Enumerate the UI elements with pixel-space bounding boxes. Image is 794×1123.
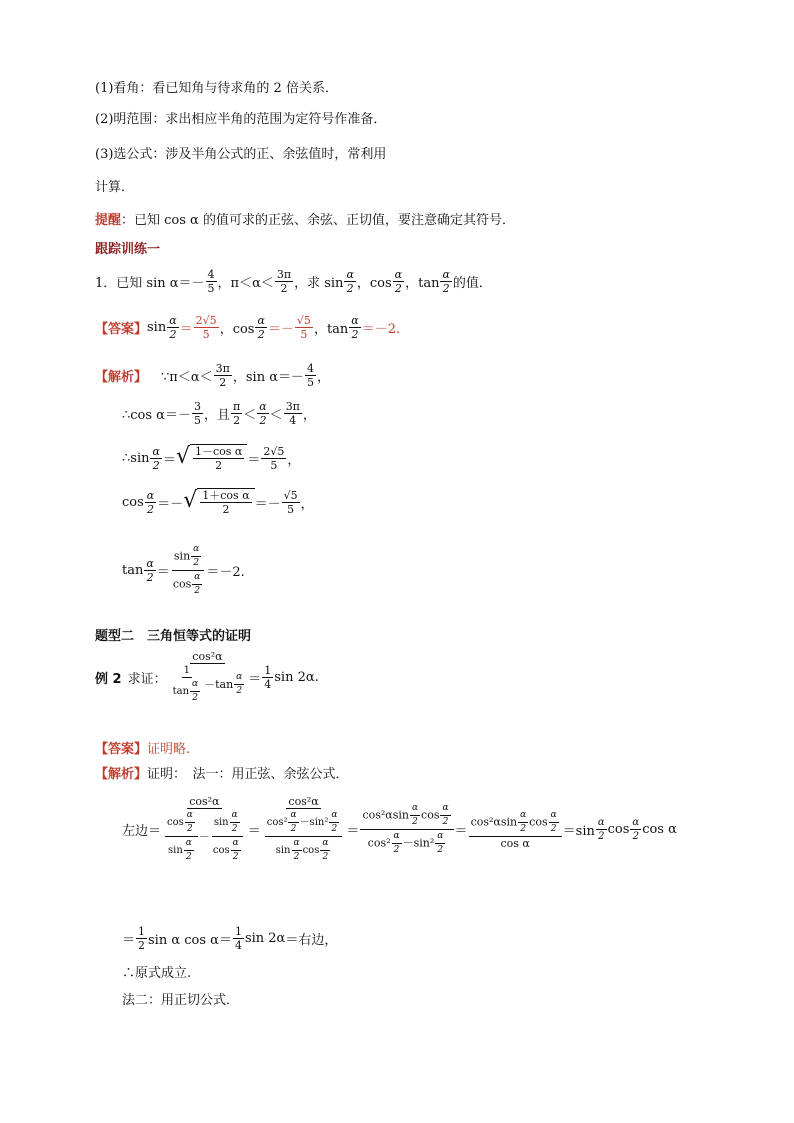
method-2: 法二：用正切公式．: [122, 993, 240, 1008]
analysis-2: 【解析】证明： 法一：用正弦、余弦公式．: [95, 767, 349, 782]
analysis-1-line-3: ∴sin $\frac{\alpha}{2}$ ＝ √ $\frac{\text{1－cos α}}{2}$ ＝ $\frac{2√5}{5}$ ，: [122, 444, 301, 472]
step-2: (2)明范围：求出相应半角的范围为定符号作准备．: [95, 112, 387, 127]
answer-2: 【答案】证明略.: [95, 742, 191, 757]
section-2-heading: 题型二 三角恒等式的证明: [95, 629, 252, 644]
example-2: 例 2 求证： cos²α 1 tan $\frac{\alpha}{2}$ －tan $\frac{\alpha}{2}$ ＝ $\frac{1}{4}$ sin 2α.: [95, 650, 319, 703]
analysis-1-line-4: cos $\frac{\alpha}{2}$ ＝－ √ $\frac{\text{1＋cos α}}{2}$ ＝－ $\frac{√5}{5}$ ，: [122, 488, 314, 516]
tip-text: ：已知 cos α 的值可求的正弦、余弦、正切值，要注意确定其符号．: [121, 213, 515, 228]
proof-conclusion: ∴原式成立.: [122, 966, 192, 981]
analysis-1-line-1: 【解析】 ∵π＜α＜ $\frac{3\pi}{2}$ ，sin α＝－ $\frac{4}{5}$ ，: [95, 362, 330, 389]
answer-1: 【答案】 sin $\frac{\alpha}{2}$ ＝ $\frac{2√5}{5}$ ，cos $\frac{\alpha}{2}$ ＝－ $\frac{√5}{5}$ ，tan $\frac{\alpha}{2}$ ＝－2.: [95, 314, 401, 341]
analysis-1-line-5: tan $\frac{\alpha}{2}$ ＝ sin $\frac{\alpha}{2}$ cos $\frac{\alpha}{2}$ ＝－2.: [122, 544, 245, 596]
tip-label: 提醒: [95, 213, 122, 228]
practice-heading: 跟踪训练一: [95, 242, 161, 257]
tip: [95, 211, 515, 231]
proof-line-2: ＝ $\frac{1}{2}$ sin α cos α＝ $\frac{1}{4}$ sin 2α ＝右边，: [122, 925, 338, 952]
proof-line-1: 左边＝ cos²α cos $\frac{\alpha}{2}$ sin $\frac{\alpha}{2}$ － sin $\frac{\alpha}{2}$ cos $\frac{\alpha}{2}$ ＝ cos²α cos² $\frac{\alpha}{2}$ －sin² $\frac{\alpha}{2}$ sin $\frac{\alpha}{2}$ cos $\frac{\alpha}{2}$ ＝ cos²αsin $\frac{\alpha}{2}$ cos $\frac{\alpha}{2}$ cos² $\frac{\alpha}{2}$ －sin² $\frac{\alpha}{2}$ ＝ cos²αsin $\frac{\alpha}{2}$ cos $\frac{\alpha}{2}$ cos α ＝sin $\frac{\alpha}{2}$ cos $\frac{\alpha}{2}$ cos α: [122, 795, 677, 862]
question-1: 1．已知 sin α＝－ $\frac{4}{5}$ ，π＜α＜ $\frac{3\pi}{2}$ ，求 sin $\frac{\alpha}{2}$ ，cos $\frac{\alpha}{2}$ ，tan $\frac{\alpha}{2}$ 的值．: [95, 268, 492, 295]
step-3: (3)选公式：涉及半角公式的正、余弦值时，常利用: [95, 147, 387, 162]
analysis-1-line-2: ∴cos α＝－ $\frac{3}{5}$ ，且 $\frac{\pi}{2}$ ＜ $\frac{\alpha}{2}$ ＜ $\frac{3\pi}{4}$ ，: [122, 400, 316, 427]
step-1: (1)看角：看已知角与待求角的 2 倍关系．: [95, 81, 338, 96]
step-3-continued: 计算．: [95, 180, 135, 195]
